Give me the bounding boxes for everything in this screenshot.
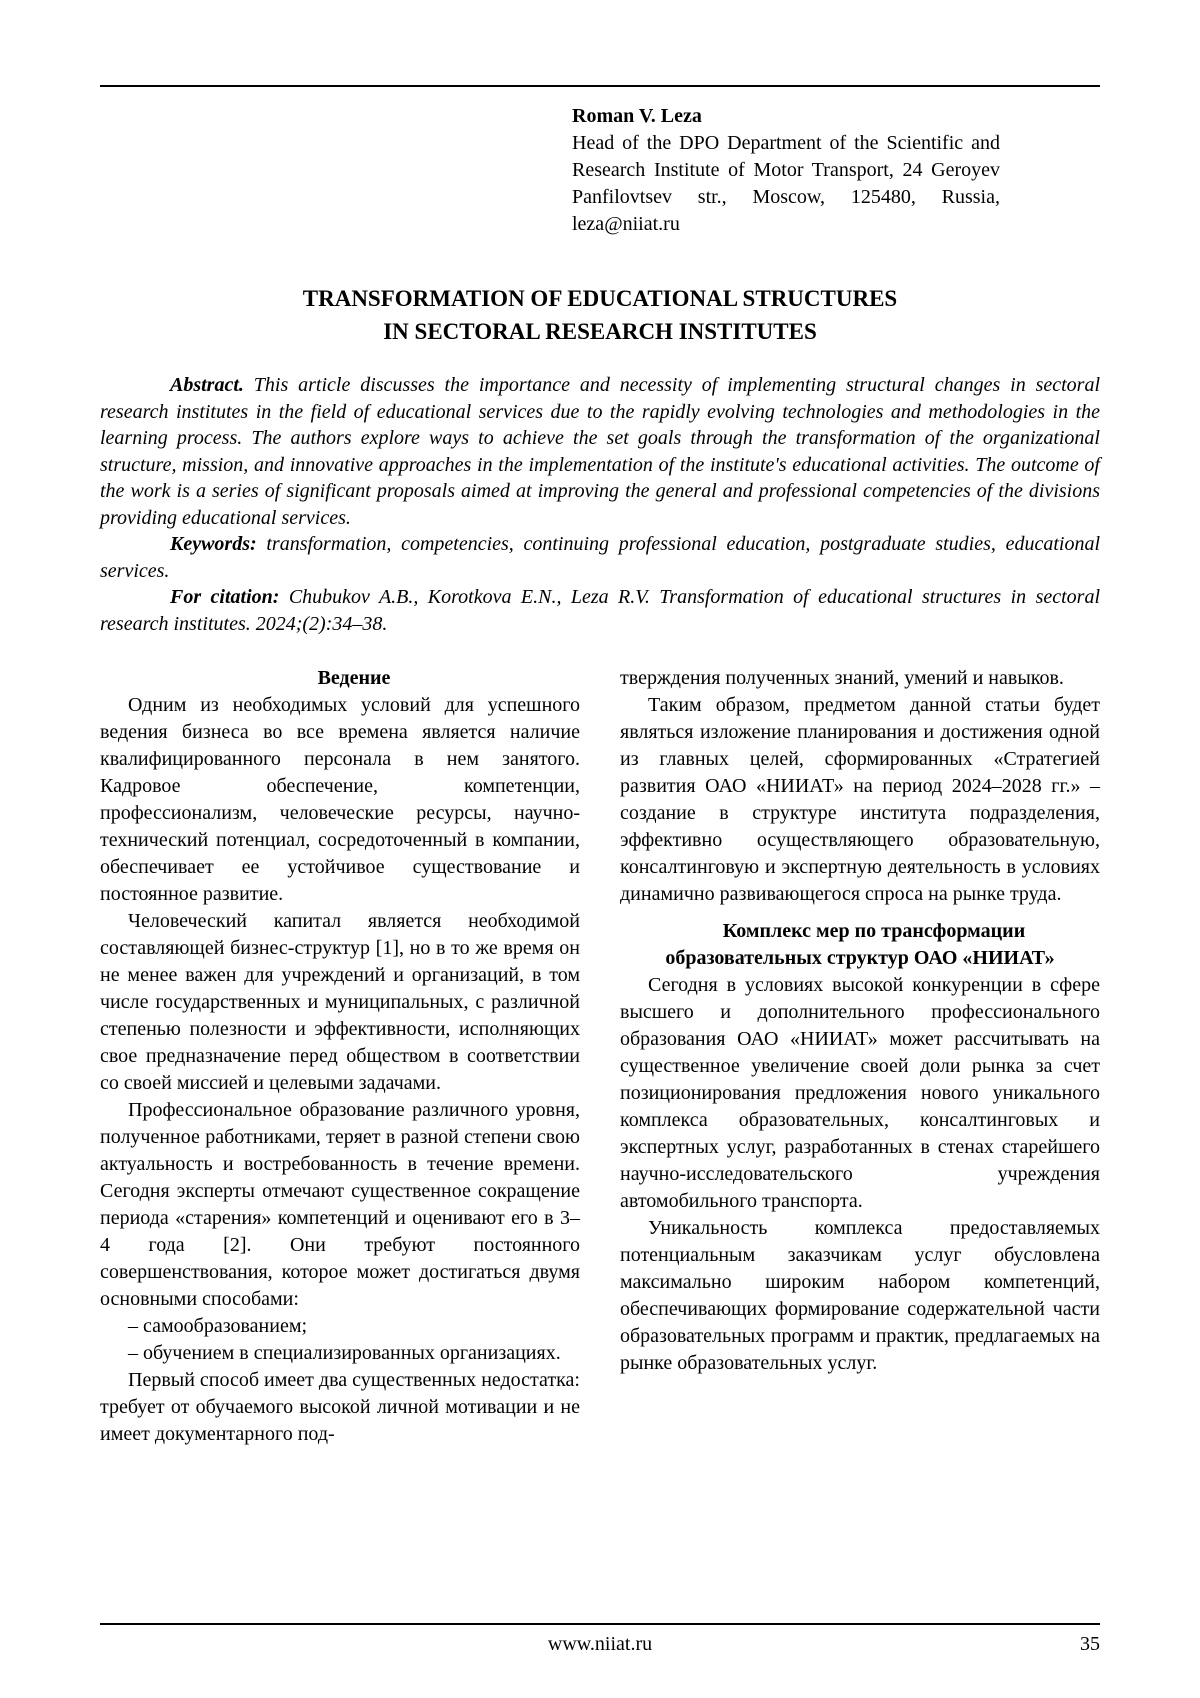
body-paragraph: Профессиональное образование различного уровня, полученное работниками, теряет в разной степени свою актуальность и востребованность в течение времени. Сегодня эксперты отмечают существенное сокращение периода «старения» компетенций и оценивают его в 3–4 года [2]. Они требуют постоянного совершенствования, которое может достигаться двумя основными способами: [100, 1099, 580, 1310]
author-block [572, 103, 1000, 238]
body-paragraph: Сегодня в условиях высокой конкуренции в сфере высшего и дополнительного профессионального образования ОАО «НИИАТ» может рассчитывать на существенное увеличение своей доли рынка за счет позиционирования предложения нового уникального комплекса образовательных, консалтинговых и экспертных услуг, разработанных в стенах старейшего научно-исследовательского учреждения автомобильного транспорта. [620, 974, 1100, 1212]
author-affiliation: Head of the DPO Department of the Scientific and Research Institute of Motor Transport, 24 Geroyev Panfilovtsev str., Moscow, 125480, Russia, leza@niiat.ru [572, 132, 1000, 235]
section-heading-introduction: Ведение [317, 667, 391, 689]
header-rule [100, 85, 1100, 87]
citation [100, 584, 1100, 637]
body-paragraph: Таким образом, предметом данной статьи будет являться изложение планирования и достижения одной из главных целей, сформированных «Стратегией развития ОАО «НИИАТ» на период 2024–2028 гг.» – создание в структуре института подразделения, эффективно осуществляющего образовательную, консалтинговую и экспертную деятельность в условиях динамично развивающегося спроса на рынке труда. [620, 694, 1100, 905]
article-title-line2: IN SECTORAL RESEARCH INSTITUTES [383, 319, 817, 344]
article-title-line1: TRANSFORMATION OF EDUCATIONAL STRUCTURES [302, 286, 898, 311]
body-paragraph: Человеческий капитал является необходимой составляющей бизнес-структур [1], но в то же время он не менее важен для учреждений и организаций, в том числе государственных и муниципальных, с различной степенью полезности и эффективности, исполняющих свое предназначение перед обществом в соответствии со своей миссией и целевыми задачами. [100, 910, 580, 1094]
left-column [100, 665, 580, 1448]
abstract-label: Abstract. [170, 374, 244, 396]
footer-url: www.niiat.ru [547, 1633, 653, 1655]
article-title [100, 282, 1100, 348]
keywords [100, 531, 1100, 584]
body-paragraph: Одним из необходимых условий для успешного ведения бизнеса во все времена является наличие квалифицированного персонала в нем занятого. Кадровое обеспечение, компетенции, профессионализм, человеческие ресурсы, научно-технический потенциал, сосредоточенный в компании, обеспечивает ее устойчивое существование и постоянное развитие. [100, 694, 580, 905]
abstract-text: This article discusses the importance and necessity of implementing structural changes in sectoral research institutes in the field of educational services due to the rapidly evolving technologies and methodologies in the learning process. The authors explore ways to achieve the set goals through the transformation of the organizational structure, mission, and innovative approaches in the implementation of the institute's educational activities. The outcome of the work is a series of significant proposals aimed at improving the general and professional competencies of the divisions providing educational services. [100, 374, 1101, 529]
list-item: – обучением в специализированных организациях. [128, 1342, 561, 1364]
body-paragraph-continuation: тверждения полученных знаний, умений и навыков. [620, 667, 1064, 689]
frontmatter [100, 372, 1100, 637]
body-paragraph: Уникальность комплекса предоставляемых потенциальным заказчикам услуг обусловлена максимально широким набором компетенций, обеспечивающих формирование содержательной части образовательных программ и практик, предлагаемых на рынке образовательных услуг. [620, 1217, 1100, 1374]
list-item: – самообразованием; [128, 1315, 308, 1337]
right-column [620, 665, 1100, 1448]
keywords-text: transformation, competencies, continuing professional education, postgraduate studies, educational services. [100, 533, 1100, 582]
section-heading-measures: Комплекс мер по трансформации образовательных структур ОАО «НИИАТ» [665, 920, 1055, 969]
citation-text: Chubukov A.B., Korotkova E.N., Leza R.V. Transformation of educational structures in sectoral research institutes. 2024;(2):34–38. [100, 586, 1101, 635]
body-paragraph: Первый способ имеет два существенных недостатка: требует от обучаемого высокой личной мотивации и не имеет документарного под- [100, 1369, 580, 1445]
citation-label: For citation: [170, 586, 280, 608]
body-columns [100, 665, 1100, 1448]
page-number: 35 [1080, 1633, 1100, 1655]
abstract [100, 372, 1100, 531]
keywords-label: Keywords: [170, 533, 257, 555]
page-footer [100, 1623, 1100, 1656]
author-name: Roman V. Leza [572, 105, 702, 127]
